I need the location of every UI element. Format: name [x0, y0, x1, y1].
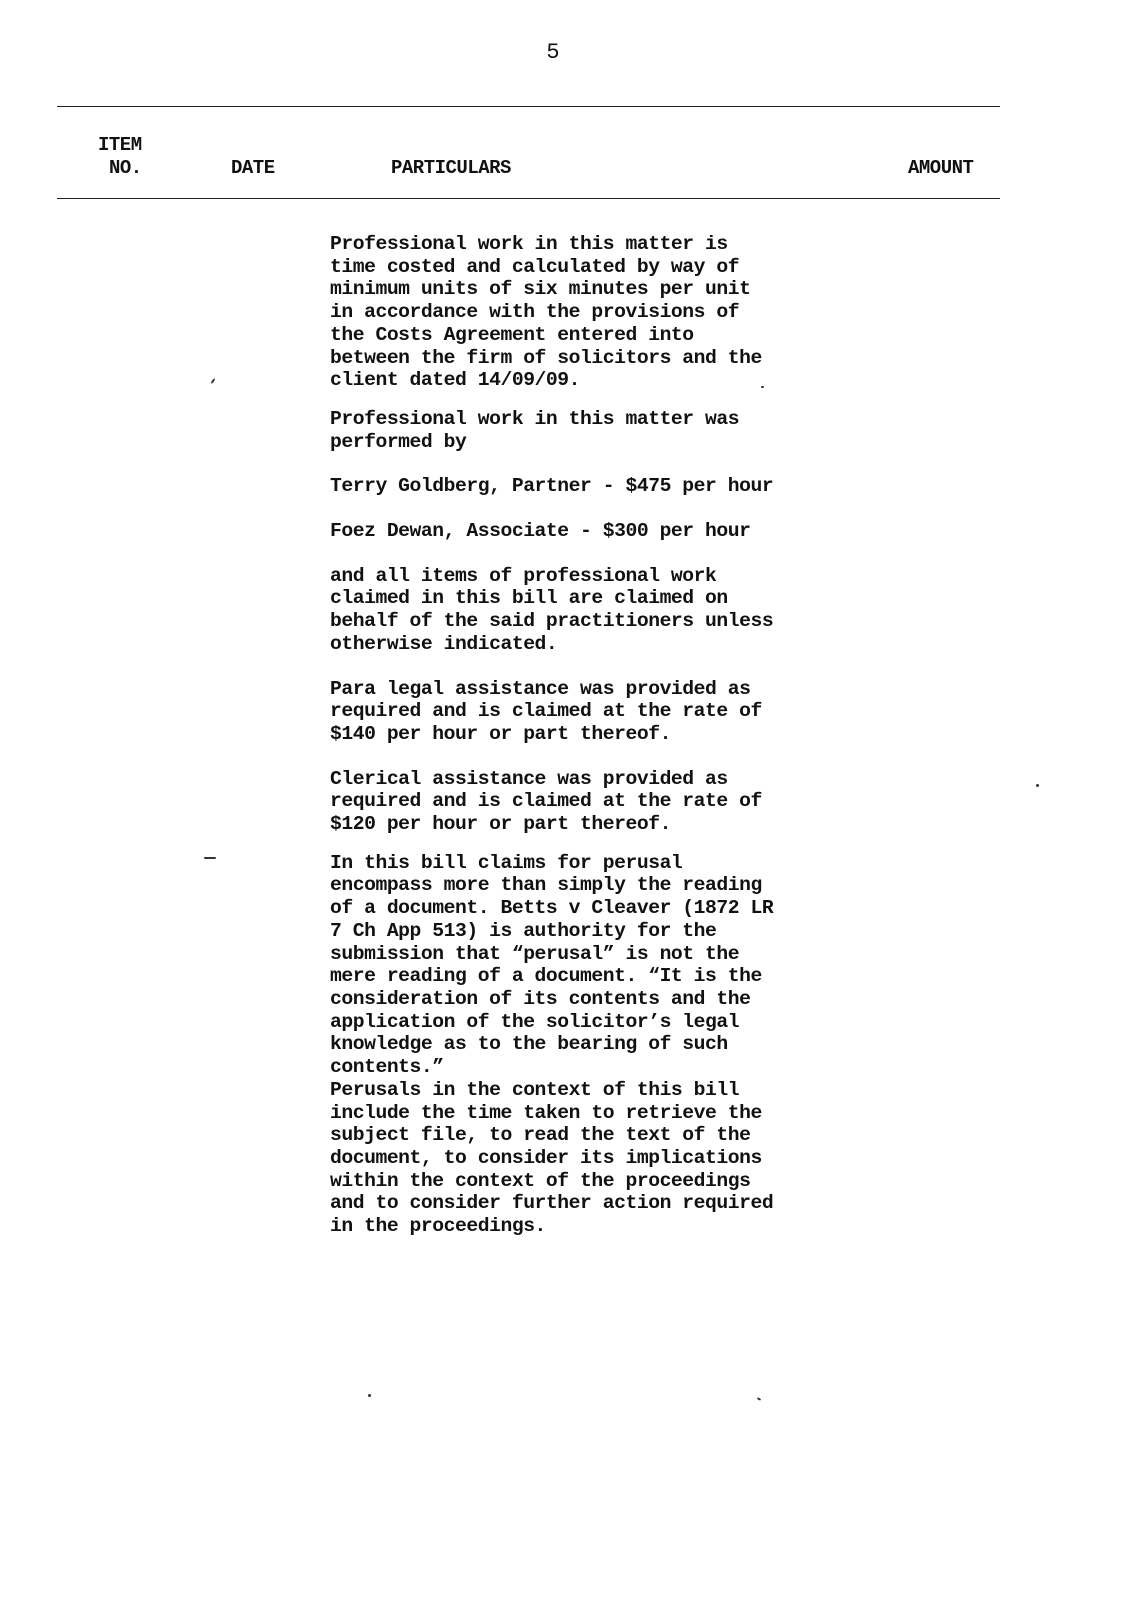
column-header-particulars: PARTICULARS: [391, 157, 511, 179]
paragraph-performed-by: Professional work in this matter was performed by: [330, 407, 740, 453]
paragraph-partner-rate: Terry Goldberg, Partner - $475 per hour: [330, 475, 774, 498]
scan-speck: [210, 378, 215, 384]
column-header-date: DATE: [231, 157, 275, 179]
paragraph-practitioners: and all items of professional work claimed in this bill are claimed on behalf of the said practitioners unless otherwise indicated.: [330, 564, 774, 655]
scan-speck: [368, 1394, 371, 1397]
paragraph-perusal-definition: In this bill claims for perusal encompass more than simply the reading of a document. Betts v Cleaver (1872 LR 7 Ch App 513) is authority for the submission that “perusal” is not the mere reading of a document. “It is the consideration of its contents and the application of the solicitor’s legal knowledge as to the bearing of such contents.”: [330, 851, 774, 1079]
paragraph-costs-basis: Professional work in this matter is time costed and calculated by way of minimum units of six minutes per unit in accordance with the provisions of the Costs Agreement entered into between the firm of solicitors and the client dated 14/09/09.: [330, 233, 762, 392]
paragraph-associate-rate: Foez Dewan, Associate - $300 per hour: [330, 520, 751, 543]
column-header-amount: AMOUNT: [908, 157, 974, 179]
header-bottom-rule: [57, 198, 1000, 199]
scan-speck: [761, 386, 764, 388]
header-top-rule: [57, 106, 1000, 107]
particulars-body: [330, 233, 890, 1238]
scan-speck: [204, 857, 216, 859]
column-header-item: ITEM: [98, 134, 142, 156]
scan-speck: [757, 1397, 761, 1401]
paragraph-perusal-context: Perusals in the context of this bill include the time taken to retrieve the subject file, to read the text of the document, to consider its implications within the context of the proceedings and to consider further action required in the proceedings.: [330, 1078, 774, 1238]
paragraph-clerical-rate: Clerical assistance was provided as required and is claimed at the rate of $120 per hour or part thereof.: [330, 767, 762, 836]
page-number: 5: [546, 40, 560, 65]
column-header-item-no: NO.: [109, 157, 142, 179]
scan-speck: [1036, 784, 1039, 787]
paragraph-paralegal-rate: Para legal assistance was provided as required and is claimed at the rate of $140 per hour or part thereof.: [330, 677, 762, 745]
